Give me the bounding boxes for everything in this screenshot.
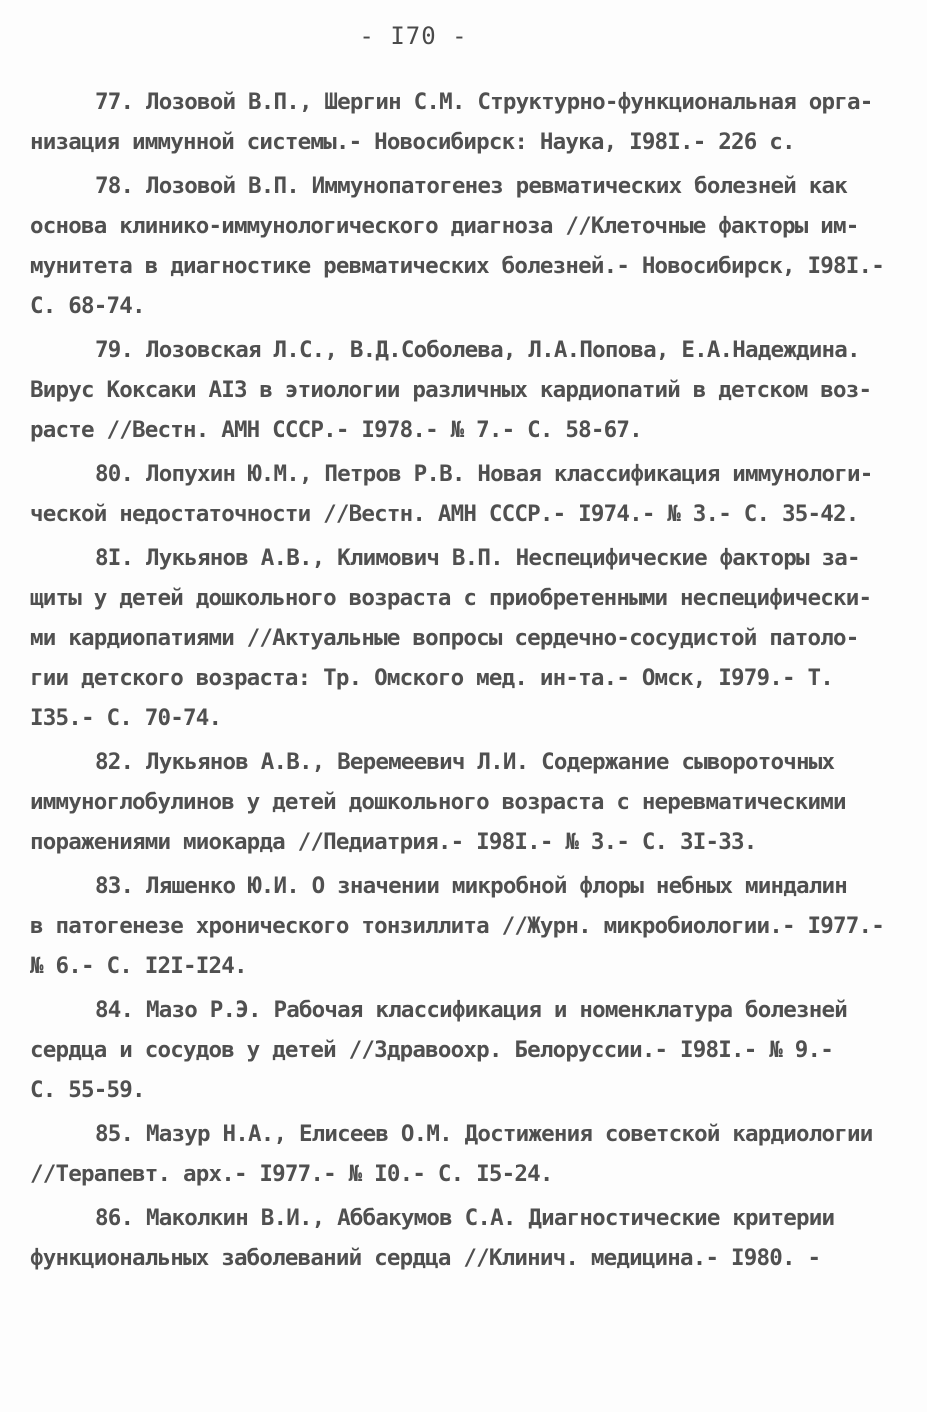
- reference-line: //Терапевт. арх.- I977.- № I0.- С. I5-24.: [30, 1161, 553, 1187]
- reference-line: Вирус Коксаки АI3 в этиологии различных кардиопатий в детском воз-: [30, 377, 872, 403]
- reference-entry: [30, 330, 900, 450]
- reference-entry: [30, 1114, 900, 1194]
- reference-line: низация иммунной системы.- Новосибирск: Наука, I98I.- 226 с.: [30, 129, 795, 155]
- reference-line: гии детского возраста: Тр. Омского мед. ин-та.- Омск, I979.- Т.: [30, 665, 834, 691]
- reference-entry: [30, 866, 900, 986]
- reference-entry: [30, 742, 900, 862]
- reference-line: мунитета в диагностике ревматических болезней.- Новосибирск, I98I.-: [30, 253, 884, 279]
- reference-list: [30, 82, 900, 1282]
- reference-entry: [30, 166, 900, 326]
- reference-line: щиты у детей дошкольного возраста с приобретенными неспецифически-: [30, 585, 872, 611]
- reference-line: иммуноглобулинов у детей дошкольного возраста с неревматическими: [30, 789, 846, 815]
- reference-entry: [30, 538, 900, 738]
- reference-line: С. 55-59.: [30, 1077, 145, 1103]
- reference-line: 79. Лозовская Л.С., В.Д.Соболева, Л.А.Попова, Е.А.Надеждина.: [95, 337, 860, 363]
- reference-line: основа клинико-иммунологического диагноза //Клеточные факторы им-: [30, 213, 859, 239]
- reference-entry: [30, 990, 900, 1110]
- reference-line: 84. Мазо Р.Э. Рабочая классификация и номенклатура болезней: [95, 997, 848, 1023]
- reference-line: 78. Лозовой В.П. Иммунопатогенез ревматических болезней как: [95, 173, 848, 199]
- reference-line: I35.- С. 70-74.: [30, 705, 222, 731]
- reference-line: 85. Мазур Н.А., Елисеев О.М. Достижения советской кардиологии: [95, 1121, 873, 1147]
- reference-entry: [30, 1198, 900, 1278]
- reference-line: 82. Лукьянов А.В., Веремеевич Л.И. Содержание сывороточных: [95, 749, 835, 775]
- reference-line: 83. Ляшенко Ю.И. О значении микробной флоры небных миндалин: [95, 873, 848, 899]
- reference-line: 77. Лозовой В.П., Шергин С.М. Структурно-функциональная орга-: [95, 89, 873, 115]
- reference-line: С. 68-74.: [30, 293, 145, 319]
- page-number: - I70 -: [359, 22, 468, 50]
- reference-line: поражениями миокарда //Педиатрия.- I98I.- № 3.- С. 3I-33.: [30, 829, 757, 855]
- reference-line: № 6.- С. I2I-I24.: [30, 953, 247, 979]
- reference-line: в патогенезе хронического тонзиллита //Журн. микробиологии.- I977.-: [30, 913, 884, 939]
- reference-line: функциональных заболеваний сердца //Клинич. медицина.- I980. -: [30, 1245, 821, 1271]
- reference-line: расте //Вестн. АМН СССР.- I978.- № 7.- С. 58-67.: [30, 417, 642, 443]
- reference-line: ми кардиопатиями //Актуальные вопросы сердечно-сосудистой патоло-: [30, 625, 859, 651]
- reference-entry: [30, 454, 900, 534]
- reference-entry: [30, 82, 900, 162]
- reference-line: сердца и сосудов у детей //Здравоохр. Белоруссии.- I98I.- № 9.-: [30, 1037, 834, 1063]
- reference-line: 86. Маколкин В.И., Аббакумов С.А. Диагностические критерии: [95, 1205, 835, 1231]
- reference-line: ческой недостаточности //Вестн. АМН СССР.- I974.- № 3.- С. 35-42.: [30, 501, 859, 527]
- reference-line: 8I. Лукьянов А.В., Климович В.П. Неспецифические факторы за-: [95, 545, 860, 571]
- reference-line: 80. Лопухин Ю.М., Петров Р.В. Новая классификация иммунологи-: [95, 461, 873, 487]
